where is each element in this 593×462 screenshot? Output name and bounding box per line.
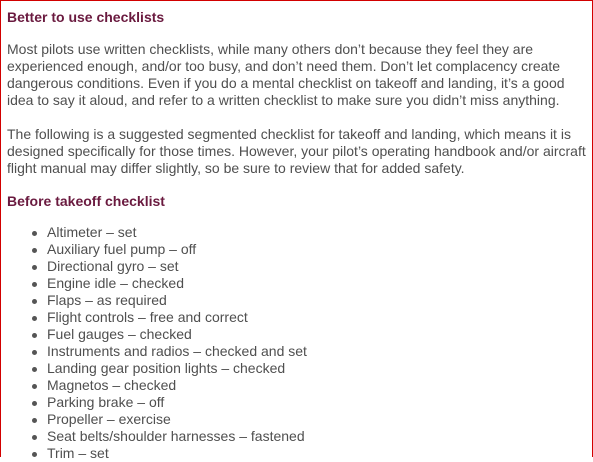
checklist-item-flight-controls: Flight controls – free and correct — [47, 309, 587, 326]
checklist-item-magnetos: Magnetos – checked — [47, 377, 587, 394]
checklist-item-directional-gyro: Directional gyro – set — [47, 258, 587, 275]
checklist-item-trim: Trim – set — [47, 445, 587, 462]
checklist-item-altimeter: Altimeter – set — [47, 224, 587, 241]
paragraph-segmented-checklist: The following is a suggested segmented checklist for takeoff and landing, which means it is designed specifically for those times. However, your pilot’s operating handbook and/or aircraft flight manual may differ slightly, so be sure to review that for added safety. — [7, 126, 586, 176]
paragraph-checklist-importance: Most pilots use written checklists, while many others don’t because they feel they are experienced enough, and/or too busy, and don’t need them. Don’t let complacency create dangerous conditions. Even if you do a mental checklist on takeoff and landing, it’s a good idea to say it aloud, and refer to a written checklist to make sure you didn’t miss anything. — [7, 41, 565, 108]
checklist-item-instruments-radios: Instruments and radios – checked and set — [47, 343, 587, 360]
checklist-item-landing-gear-lights: Landing gear position lights – checked — [47, 360, 587, 377]
article-content — [7, 9, 587, 462]
section-heading-before-takeoff: Before takeoff checklist — [7, 193, 165, 209]
checklist-item-flaps: Flaps – as required — [47, 292, 587, 309]
checklist-item-engine-idle: Engine idle – checked — [47, 275, 587, 292]
checklist-item-seat-belts: Seat belts/shoulder harnesses – fastened — [47, 428, 587, 445]
before-takeoff-checklist — [7, 224, 587, 462]
checklist-item-fuel-gauges: Fuel gauges – checked — [47, 326, 587, 343]
checklist-item-auxiliary-fuel-pump: Auxiliary fuel pump – off — [47, 241, 587, 258]
checklist-item-propeller: Propeller – exercise — [47, 411, 587, 428]
section-heading-checklists: Better to use checklists — [7, 9, 165, 25]
checklist-item-parking-brake: Parking brake – off — [47, 394, 587, 411]
